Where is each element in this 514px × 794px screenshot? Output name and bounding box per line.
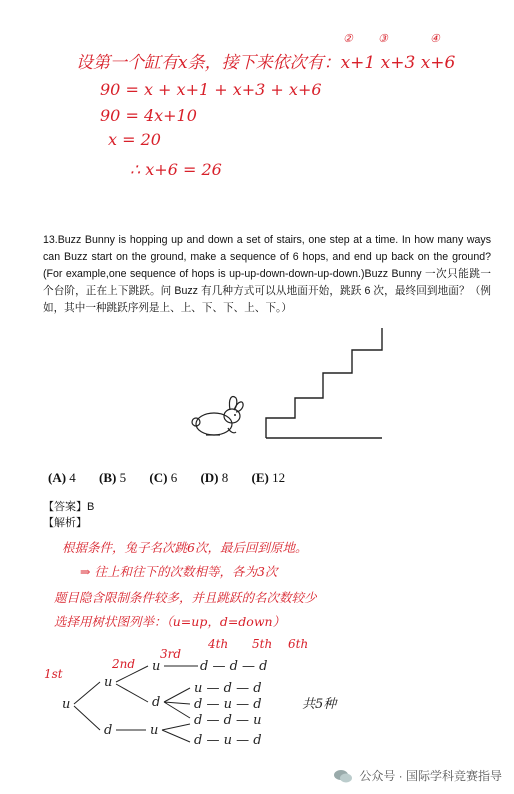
step-label-3rd: 3rd [160, 647, 182, 661]
seq-1: d — d — d [200, 659, 268, 674]
choice-c: (C) 6 [149, 470, 178, 485]
bunny-illustration [186, 392, 246, 440]
wechat-icon [333, 769, 353, 783]
lower-branches [162, 724, 190, 742]
answer-choices [48, 470, 305, 486]
node-2-d: d [104, 723, 113, 738]
step-label-6th: 6th [288, 637, 309, 651]
seq-3: d — u — d [194, 697, 262, 712]
circle-label-3: ③ [378, 32, 388, 45]
circle-label-4: ④ [430, 32, 440, 45]
answer-line: 【答案】B [43, 501, 95, 513]
staircase-diagram [260, 328, 386, 440]
node-3-d: d [152, 695, 161, 710]
choice-d: (D) 8 [200, 470, 229, 485]
watermark [333, 767, 502, 784]
solution-line-1: 根据条件，兔子名次跳6次，最后回到原地。 [62, 540, 308, 555]
equation-2: 90 = 4x+10 [100, 106, 197, 125]
root-branches [74, 682, 100, 730]
tree-root-node: u [62, 697, 71, 712]
handwritten-note-top [60, 32, 500, 188]
solution-line-3: 题目隐含限制条件较多，并且跳跃的名次数较少 [54, 590, 317, 605]
node-3-u: u [152, 659, 161, 674]
analysis-header: 【解析】 [43, 517, 87, 529]
upper-branches [116, 666, 148, 702]
step-label-5th: 5th [252, 637, 273, 651]
watermark-text: 公众号 · 国际学科竞赛指导 [359, 769, 502, 783]
total-count: 共5种 [302, 697, 337, 712]
answer-equation: ∴ x+6 = 26 [130, 160, 222, 179]
seq-2: u — d — d [194, 681, 262, 696]
seq-4: d — d — u [194, 713, 262, 728]
choice-b: (B) 5 [99, 470, 127, 485]
problem-text: 13.Buzz Bunny is hopping up and down a set of stairs, one step at a time. In how many ways can Buzz start on the ground, make a sequence of 6 hops, and end up back on the ground?(For example,one sequence of hops is up-up-down-down-up-down.)Buzz Bunny 一次只能跳一个台阶，正在上下跳跃。问 Buzz 有几种方式可以从地面开始，跳跃 6 次，最终回到地面？（例如，其中一种跳跃序列是上、上、下、下、上、下。） [43, 234, 491, 314]
choice-a: (A) 4 [48, 470, 76, 485]
handwritten-solution [40, 530, 360, 760]
step-label-1st: 1st [44, 667, 63, 681]
solution-line-2: ⇒ 往上和往下的次数相等，各为3次 [80, 564, 278, 579]
note-intro-line: 设第一个缸有x条，接下来依次有：x+1 x+3 x+6 [76, 53, 456, 73]
step-label-4th: 4th [208, 637, 229, 651]
problem-statement [43, 232, 491, 317]
mid-branches [164, 688, 190, 718]
tree-diagram [40, 630, 360, 760]
choice-e: (E) 12 [251, 470, 286, 485]
solution-line-4: 选择用树状图列举：（u=up，d=down） [54, 614, 286, 629]
node-2-u: u [104, 675, 113, 690]
circle-label-2: ② [343, 32, 353, 45]
equation-1: 90 = x + x+1 + x+3 + x+6 [100, 80, 322, 99]
node-3-u-lower: u [150, 723, 159, 738]
equation-3: x = 20 [108, 130, 161, 149]
seq-5: d — u — d [194, 733, 262, 748]
step-label-2nd: 2nd [112, 657, 136, 671]
